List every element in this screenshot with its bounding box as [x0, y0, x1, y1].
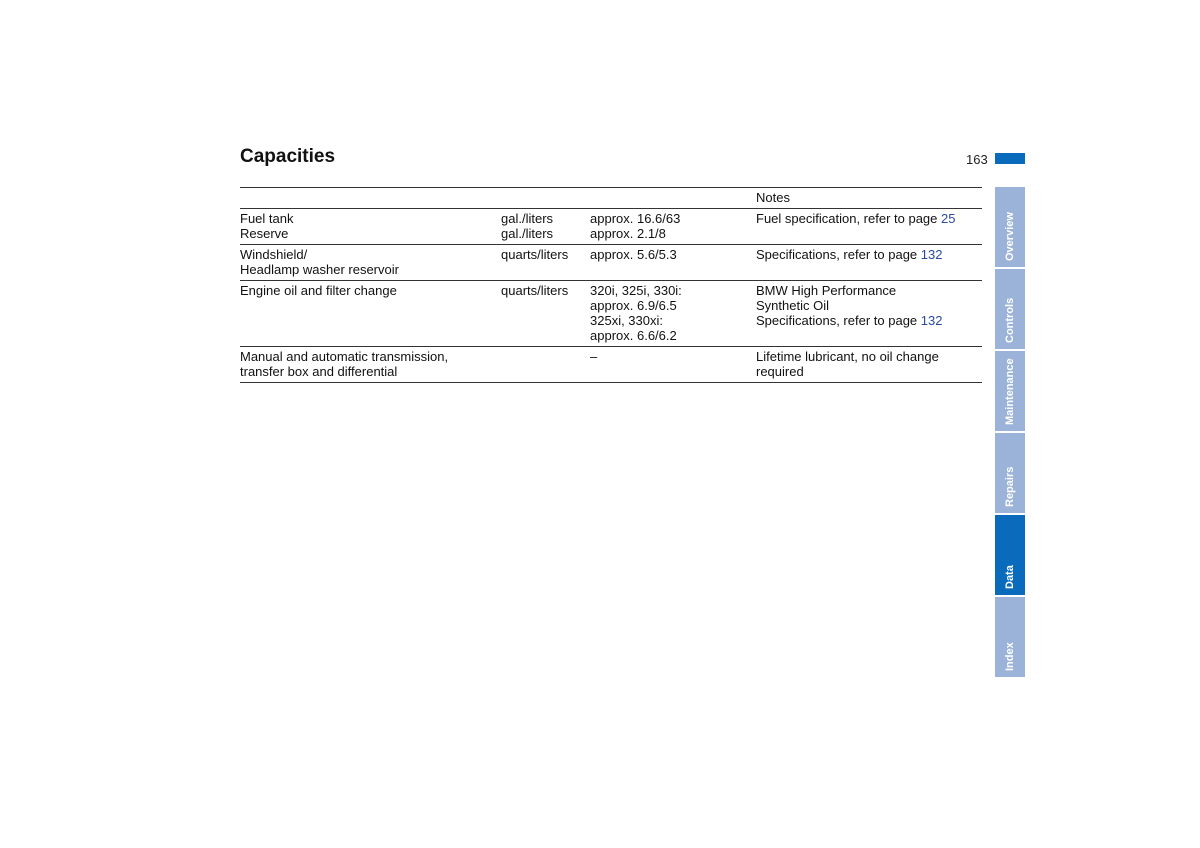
amount-line: approx. 5.6/5.3 [590, 247, 677, 262]
amount-cell [590, 283, 756, 343]
tab-controls[interactable] [995, 269, 1025, 349]
notes-text: Specifications, refer to page [756, 313, 921, 328]
header-cell-unit [501, 190, 590, 205]
notes-cell [756, 247, 982, 277]
notes-line: required [756, 364, 804, 379]
tab-label: Index [1004, 642, 1016, 671]
item-line: transfer box and differential [240, 364, 398, 379]
table-row [240, 346, 982, 383]
tab-label: Maintenance [1004, 358, 1016, 425]
amount-cell [590, 211, 756, 241]
amount-cell [590, 349, 756, 379]
page-marker-bar [995, 153, 1025, 164]
capacities-table [240, 187, 982, 383]
amount-line: – [590, 349, 598, 364]
header-cell-item [240, 190, 501, 205]
tab-overview[interactable] [995, 187, 1025, 267]
notes-cell [756, 211, 982, 241]
chapter-tabs [995, 187, 1025, 679]
unit-line: quarts/liters [501, 247, 569, 262]
unit-line: quarts/liters [501, 283, 569, 298]
item-cell [240, 211, 501, 241]
unit-cell [501, 283, 590, 343]
page-reference-link[interactable]: 132 [920, 313, 943, 328]
notes-line: BMW High Performance [756, 283, 897, 298]
unit-line: gal./liters [501, 226, 554, 241]
tab-data[interactable] [995, 515, 1025, 595]
item-cell [240, 247, 501, 277]
item-line: Engine oil and filter change [240, 283, 397, 298]
item-line: Fuel tank [240, 211, 294, 226]
notes-line: Synthetic Oil [756, 298, 829, 313]
item-line: Manual and automatic transmission, [240, 349, 449, 364]
unit-cell [501, 247, 590, 277]
amount-line: 320i, 325i, 330i: [590, 283, 682, 298]
amount-line: 325xi, 330xi: [590, 313, 663, 328]
amount-line: approx. 6.9/6.5 [590, 298, 677, 313]
notes-cell [756, 283, 982, 343]
amount-cell [590, 247, 756, 277]
unit-line: gal./liters [501, 211, 554, 226]
table-row [240, 244, 982, 280]
notes-line [756, 313, 982, 328]
notes-line: Lifetime lubricant, no oil change [756, 349, 939, 364]
unit-cell [501, 349, 590, 379]
amount-line: approx. 6.6/6.2 [590, 328, 677, 343]
tab-label: Data [1004, 565, 1016, 589]
tab-index[interactable] [995, 597, 1025, 677]
page-number: 163 [966, 152, 988, 167]
tab-label: Repairs [1004, 466, 1016, 507]
tab-maintenance[interactable] [995, 351, 1025, 431]
item-cell [240, 349, 501, 379]
notes-line [756, 211, 982, 226]
amount-line: approx. 2.1/8 [590, 226, 666, 241]
tab-label: Overview [1004, 212, 1016, 261]
item-line: Headlamp washer reservoir [240, 262, 399, 277]
notes-cell [756, 349, 982, 379]
amount-line: approx. 16.6/63 [590, 211, 681, 226]
notes-line [756, 247, 982, 262]
tab-repairs[interactable] [995, 433, 1025, 513]
page-reference-link[interactable]: 132 [920, 247, 943, 262]
table-row [240, 280, 982, 346]
page-reference-link[interactable]: 25 [941, 211, 956, 226]
notes-text: Specifications, refer to page [756, 247, 921, 262]
item-cell [240, 283, 501, 343]
page-title: Capacities [240, 146, 336, 167]
tab-label: Controls [1004, 297, 1016, 343]
unit-cell [501, 211, 590, 241]
item-line: Windshield/ [240, 247, 308, 262]
header-cell-notes: Notes [756, 190, 790, 205]
table-header-row [240, 187, 982, 208]
notes-text: Fuel specification, refer to page [756, 211, 941, 226]
table-row [240, 208, 982, 244]
item-line: Reserve [240, 226, 289, 241]
header-cell-amount [590, 190, 756, 205]
